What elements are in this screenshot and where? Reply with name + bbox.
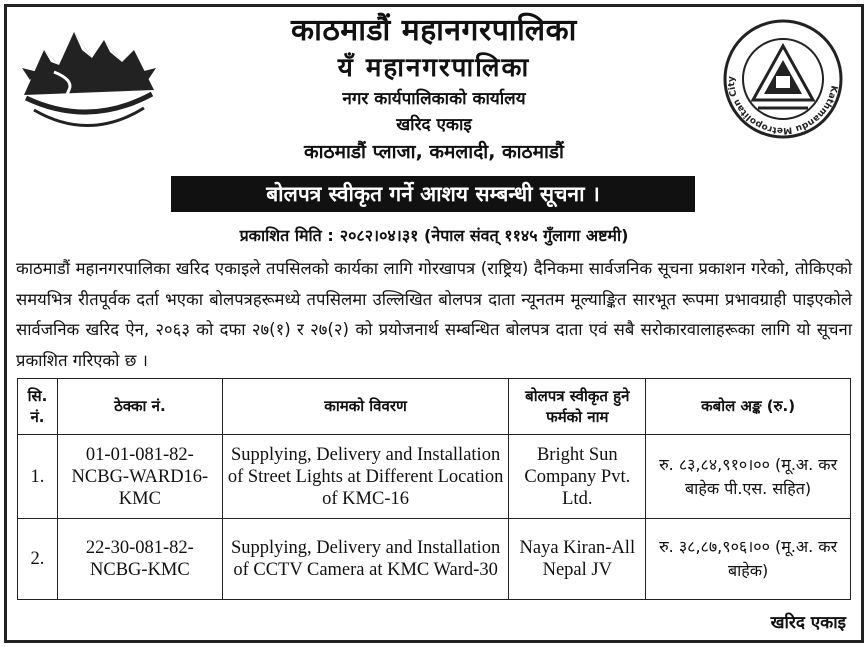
publication-date-value: २०८२।०४।३१ (नेपाल संवत् ११४५ गुँलागा अष्टमी) xyxy=(339,226,629,245)
organization-title: काठमाडौं महानगरपालिका xyxy=(291,13,577,48)
row-description: Supplying, Delivery and Installation of Street Lights at Different Location of KMC-16 xyxy=(222,435,509,519)
notice-body: काठमाडौं महानगरपालिका खरिद एकाइले तपसिलको कार्यका लागि गोरखापत्र (राष्ट्रिय) दैनिकमा सार्वजनिक सूचना प्रकाशन गरेको, तोकिएको समयभित्र रीतपूर्वक दर्ता भएका बोलपत्रहरूमध्ये तपसिलमा उल्लिखित बोलपत्र दाता न्यूनतम मूल्याङ्कित सारभूत रूपमा प्रभावग्राही पाइएकोले सार्वजनिक खरिद ऐन, २०६३ को दफा २७(१) र २७(२) को प्रयोजनार्थ सम्बन्धित बोलपत्र दाता एवं सबै सरोकारवालाहरूका लागि यो सूचना प्रकाशित गरिएको छ । xyxy=(16,259,852,370)
office-name: नगर कार्यपालिकाको कार्यालय xyxy=(342,89,526,109)
row-amount: रु. ३८,८७,९०६।०० (मू.अ. कर बाहेक) xyxy=(646,519,851,600)
organization-title-newari: यँ महानगरपालिका xyxy=(337,53,531,83)
header-amount: कबोल अङ्क (रु.) xyxy=(646,379,851,435)
row-contract-no: 01-01-081-82-NCBG-WARD16-KMC xyxy=(57,435,222,519)
row-contract-no: 22-30-081-82-NCBG-KMC xyxy=(57,519,222,600)
table-row xyxy=(18,435,851,519)
svg-text:Kathmandu Metropolitan City: Kathmandu Metropolitan City xyxy=(726,76,839,136)
header-sn: सि. नं. xyxy=(18,379,58,435)
signature-unit: खरिद एकाइ xyxy=(770,613,846,633)
row-firm: Bright Sun Company Pvt. Ltd. xyxy=(509,435,646,519)
row-firm: Naya Kiran-All Nepal JV xyxy=(509,519,646,600)
row-sn: 2. xyxy=(18,519,58,600)
row-sn: 1. xyxy=(18,435,58,519)
row-description: Supplying, Delivery and Installation of CCTV Camera at KMC Ward-30 xyxy=(222,519,509,600)
header-firm: बोलपत्र स्वीकृत हुने फर्मको नाम xyxy=(509,379,646,435)
publication-date-label: प्रकाशित मिति : xyxy=(239,226,334,245)
procurement-unit: खरिद एकाइ xyxy=(396,115,472,135)
table-row xyxy=(18,519,851,600)
header-description: कामको विवरण xyxy=(222,379,509,435)
award-table xyxy=(17,378,851,600)
header-contract-no: ठेक्का नं. xyxy=(57,379,222,435)
office-address: काठमाडौं प्लाजा, कमलादी, काठमाडौं xyxy=(304,141,564,163)
table-header-row xyxy=(18,379,851,435)
row-amount: रु. ८३,८४,९१०।०० (मू.अ. कर बाहेक पी.एस. सहित) xyxy=(646,435,851,519)
notice-title-banner: बोलपत्र स्वीकृत गर्ने आशय सम्बन्धी सूचना । xyxy=(171,176,695,212)
publication-date xyxy=(0,225,868,247)
